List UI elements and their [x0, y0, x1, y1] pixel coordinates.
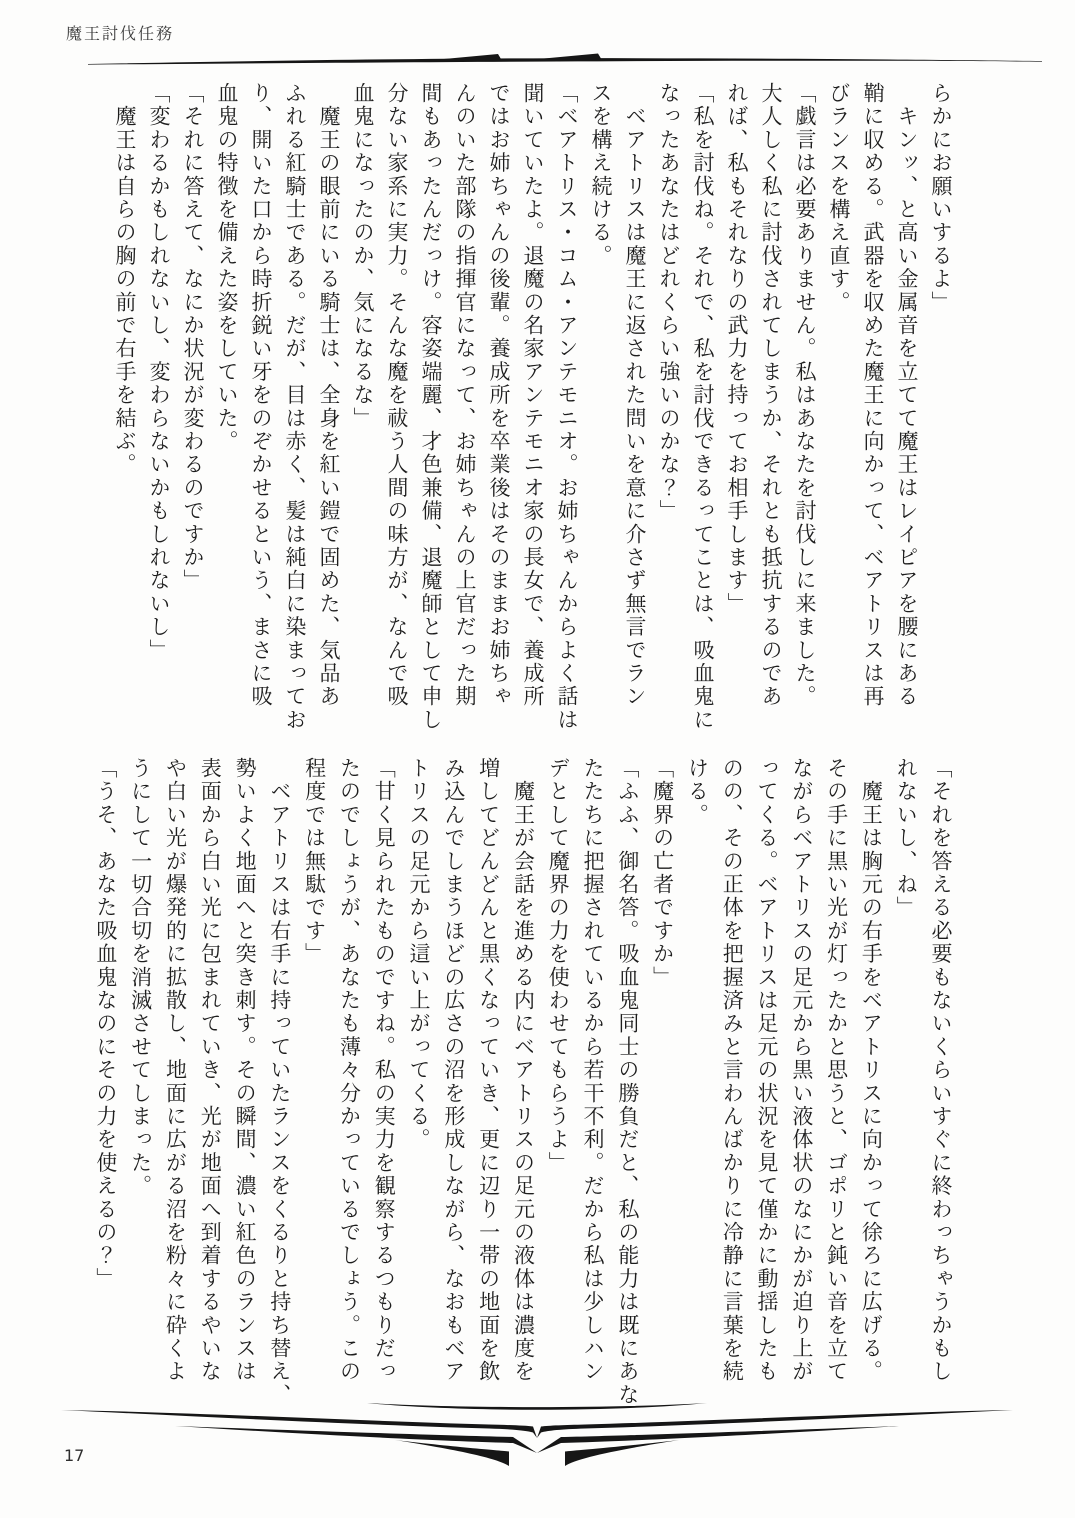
text-column: ベアトリスは右手に持っていたランスをくるりと持ち替え、 — [267, 757, 292, 1407]
text-column: 表面から白い光に包まれていき、光が地面へ到着するやいな — [198, 757, 223, 1384]
text-column: や白い光が爆発的に拡散し、地面に広がる沼を粉々に砕くよ — [163, 757, 188, 1384]
text-column: のの、その正体を把握済みと言わんばかりに冷静に言葉を続 — [720, 757, 745, 1384]
text-column: ふれる紅騎士である。だが、目は赤く、髪は純白に染まってお — [283, 82, 307, 732]
text-column: 「うそ、あなた吸血鬼なのにその力を使えるの？」 — [93, 757, 118, 1291]
text-column: デとして魔界の力を使わせてもらうよ」 — [546, 757, 571, 1175]
text-column: うにして一切合切を消滅させてしまった。 — [128, 757, 153, 1198]
text-column: トリスの足元から這い上がってくる。 — [407, 757, 432, 1152]
text-column: 「変わるかもしれないし、変わらないかもしれないし」 — [147, 82, 171, 662]
text-column: スを構え続ける。 — [589, 82, 613, 268]
text-column: れば、私もそれなりの武力を持ってお相手します」 — [725, 82, 749, 616]
text-column: ではお姉ちゃんの後輩。養成所を卒業後はそのままお姉ちゃ — [487, 82, 511, 709]
text-column: 程度では無駄です」 — [302, 757, 327, 966]
text-column: 魔王は胸元の右手をベアトリスに向かって徐ろに広げる。 — [859, 757, 884, 1384]
text-column: その手に黒い光が灯ったかと思うと、ゴポリと鈍い音を立て — [824, 757, 849, 1384]
text-column: 「ベアトリス・コム・アンテモニオ。お姉ちゃんからよく話は — [555, 82, 579, 732]
text-column: 勢いよく地面へと突き刺す。その瞬間、濃い紅色のランスは — [233, 757, 258, 1384]
text-column: 血鬼になったのか、気になるな」 — [351, 82, 375, 430]
text-column: ってくる。ベアトリスは足元の状況を見て僅かに動揺したも — [755, 757, 780, 1384]
text-column: 魔王が会話を進める内にベアトリスの足元の液体は濃度を — [511, 757, 536, 1384]
text-column: 鞘に収める。武器を収めた魔王に向かって、ベアトリスは再 — [861, 82, 885, 709]
text-column: らかにお願いするよ」 — [929, 82, 953, 314]
text-column: 魔王は自らの胸の前で右手を結ぶ。 — [113, 82, 137, 477]
text-column: 増してどんどんと黒くなっていき、更に辺り一帯の地面を飲 — [476, 757, 501, 1384]
text-column: たたちに把握されているから若干不利。だから私は少しハン — [581, 757, 606, 1384]
text-column: たのでしょうが、あなたも薄々分かっているでしょう。この — [337, 757, 362, 1384]
running-head-title: 魔王討伐任務 — [66, 24, 175, 43]
text-column: ける。 — [685, 757, 710, 827]
text-column: み込んでしまうほどの広さの沼を形成しながら、なおもベア — [441, 757, 466, 1384]
text-column: れないし、ね」 — [894, 757, 919, 920]
text-column: 「それを答える必要もないくらいすぐに終わっちゃうかもし — [929, 757, 953, 1384]
text-column: 血鬼の特徴を備えた姿をしていた。 — [215, 82, 239, 454]
text-column: 分ない家系に実力。そんな魔を祓う人間の味方が、なんで吸 — [385, 82, 409, 709]
text-column: 「それに答えて、なにか状況が変わるのですか」 — [181, 82, 205, 593]
text-column: キンッ、と高い金属音を立てて魔王はレイピアを腰にある — [895, 82, 919, 709]
text-column: 聞いていたよ。退魔の名家アンテモニオ家の長女で、養成所 — [521, 82, 545, 709]
text-column: 魔王の眼前にいる騎士は、全身を紅い鎧で固めた、気品あ — [317, 82, 341, 709]
page-number: 17 — [64, 1446, 85, 1465]
text-column: ベアトリスは魔王に返された問いを意に介さず無言でラン — [623, 82, 647, 709]
bottom-divider-ornament — [57, 1400, 1017, 1472]
text-column: 「戯言は必要ありません。私はあなたを討伐しに来ました。 — [793, 82, 817, 709]
top-divider-ornament — [88, 53, 1042, 69]
text-column: り、開いた口から時折鋭い牙をのぞかせるという、まさに吸 — [249, 82, 273, 709]
text-column: なったあなたはどれくらい強いのかな？」 — [657, 82, 681, 523]
text-block-upper — [108, 82, 958, 742]
text-column: 大人しく私に討伐されてしまうか、それとも抵抗するのであ — [759, 82, 783, 709]
text-block-lower — [86, 757, 958, 1419]
text-column: 「魔界の亡者ですか」 — [650, 757, 675, 989]
text-column: びランスを構え直す。 — [827, 82, 851, 314]
text-column: んのいた部隊の指揮官になって、お姉ちゃんの上官だった期 — [453, 82, 477, 709]
text-column: 「ふふ、御名答。吸血鬼同士の勝負だと、私の能力は既にあな — [615, 757, 640, 1407]
text-column: 「私を討伐ね。それで、私を討伐できるってことは、吸血鬼に — [691, 82, 715, 732]
text-column: 「甘く見られたものですね。私の実力を観察するつもりだっ — [372, 757, 397, 1384]
text-column: 間もあったんだっけ。容姿端麗、才色兼備、退魔師として申し — [419, 82, 443, 732]
text-column: ながらベアトリスの足元から黒い液体状のなにかが迫り上が — [789, 757, 814, 1384]
